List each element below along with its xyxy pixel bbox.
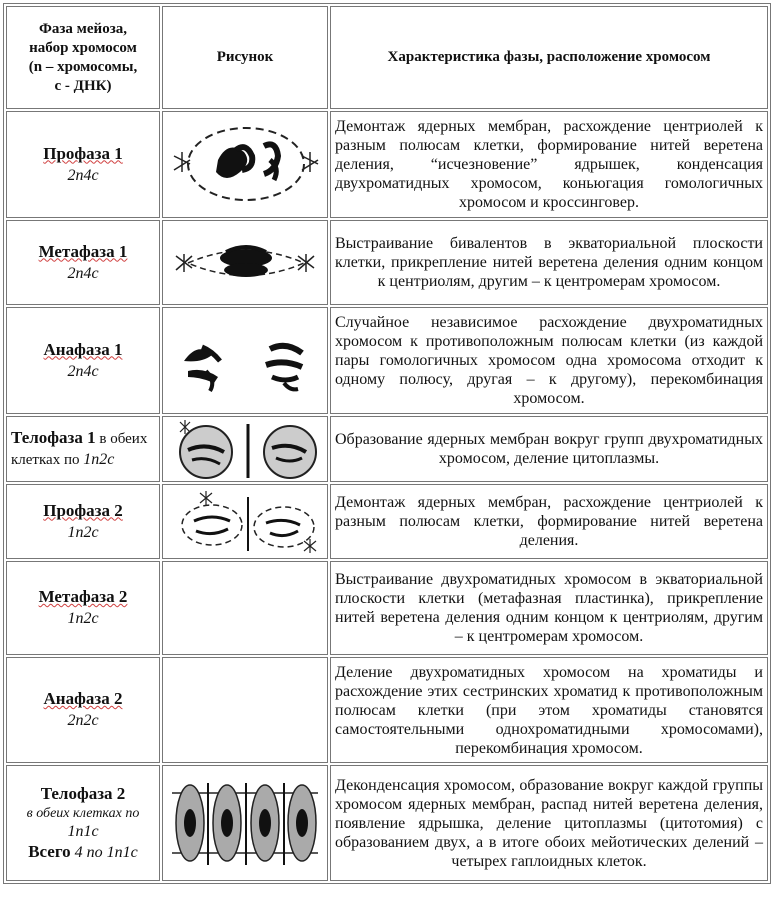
- table-row: [6, 561, 768, 655]
- description-cell: Деконденсация хромосом, образование вокруг каждой группы хромосом ядерных мембран, распад нитей веретена деления, появление ядрышка, деление цитоплазмы (цитотомия) с образованием двух, а в итоге обоих мейотических делений – четырех гаплоидных клеток.: [330, 765, 768, 881]
- header-phase-line: (n – хромосомы,: [28, 58, 138, 75]
- picture-cell: [162, 484, 328, 559]
- table-row: [6, 416, 768, 482]
- phase-name: Профаза 2: [43, 500, 123, 520]
- telophase2-illustration: [166, 775, 324, 871]
- table-row: [6, 307, 768, 414]
- prophase2-illustration: [166, 487, 324, 557]
- header-picture: Рисунок: [162, 6, 328, 109]
- picture-cell: [162, 307, 328, 414]
- header-characteristics: Характеристика фазы, расположение хромосом: [330, 6, 768, 109]
- description-cell: Демонтаж ядерных мембран, расхождение центриолей к разным полюсам клетки, формирование нитей веретена деления.: [330, 484, 768, 559]
- chromosome-formula: 1n2c: [67, 610, 99, 627]
- telophase1-illustration: [166, 418, 324, 480]
- picture-cell: [162, 416, 328, 482]
- description-cell: Образование ядерных мембран вокруг групп двухроматидных хромосом, деление цитоплазмы.: [330, 416, 768, 482]
- metaphase1-illustration: [166, 228, 324, 298]
- phase-suffix: в обеих клетках по: [11, 431, 148, 468]
- description-cell: Демонтаж ядерных мембран, расхождение центриолей к разным полюсам клетки, формирование нитей веретена деления, “исчезновение” ядрышек, конденсация двухроматидных хромосом, коньюгация гомологичных хромосом и кроссинговер.: [330, 111, 768, 218]
- table-row: [6, 484, 768, 559]
- phase-cell: [6, 416, 160, 482]
- phase-name: Метафаза 2: [38, 587, 128, 606]
- phase-name: Телофаза 1: [11, 428, 96, 447]
- picture-cell: [162, 111, 328, 218]
- header-row: [6, 6, 768, 109]
- total-value: 4 по 1n1c: [74, 843, 138, 861]
- description-cell: Деление двухроматидных хромосом на хроматиды и расхождение этих сестринских хроматид к противоположным полюсам клетки (при этом хроматиды становятся самостоятельными однохроматидными хромосомами), перекомбинация хромосом.: [330, 657, 768, 763]
- chromosome-formula: 1n2c: [83, 451, 115, 468]
- header-phase-line: c - ДНК): [54, 77, 112, 94]
- table-row: [6, 657, 768, 763]
- chromosome-formula: 2n4c: [67, 264, 99, 282]
- phase-cell: [6, 657, 160, 763]
- prophase1-illustration: [166, 120, 324, 210]
- picture-cell-empty: [162, 561, 328, 655]
- chromosome-formula: 2n2c: [67, 712, 99, 729]
- phase-cell: [6, 765, 160, 881]
- phase-name: Метафаза 1: [38, 241, 128, 261]
- header-phase: [6, 6, 160, 109]
- picture-cell: [162, 220, 328, 305]
- phase-cell: [6, 561, 160, 655]
- anaphase1-illustration: [166, 321, 324, 401]
- phase-name: Анафаза 1: [43, 339, 123, 359]
- phase-name: Анафаза 2: [43, 689, 123, 708]
- phase-cell: [6, 111, 160, 218]
- phase-name: Профаза 1: [43, 143, 123, 163]
- chromosome-formula: 1n1c: [67, 822, 99, 840]
- phase-note: в обеих клетках по: [26, 805, 140, 821]
- total-line: [11, 841, 155, 864]
- table-row: [6, 220, 768, 305]
- header-phase-line: набор хромосом: [29, 39, 137, 56]
- phase-cell: [6, 307, 160, 414]
- phase-cell: [6, 484, 160, 559]
- picture-cell-empty: [162, 657, 328, 763]
- description-cell: Выстраивание бивалентов в экваториальной плоскости клетки, прикрепление нитей веретена деления одним концом к центриолям, другим – к центромерам хромосом.: [330, 220, 768, 305]
- meiosis-table: [3, 3, 771, 884]
- description-cell: Выстраивание двухроматидных хромосом в экваториальной плоскости клетки (метафазная пластинка), прикрепление нитей веретена деления одним концом к центриолям, другим – к центромерам хромосом.: [330, 561, 768, 655]
- description-cell: Случайное независимое расхождение двухроматидных хромосом к противоположным полюсам клетки (из каждой пары гомологичных хромосом одна хромосома отходит к одному полюсу, другая – к другому), перекомбинация хромосом.: [330, 307, 768, 414]
- chromosome-formula: 2n4c: [67, 362, 99, 380]
- table-row: [6, 111, 768, 218]
- table-row: [6, 765, 768, 881]
- header-phase-line: Фаза мейоза,: [39, 20, 127, 37]
- picture-cell: [162, 765, 328, 881]
- chromosome-formula: 1n2c: [67, 523, 99, 541]
- chromosome-formula: 2n4c: [67, 166, 99, 184]
- phase-name: Телофаза 2: [40, 783, 126, 803]
- total-label: Всего: [28, 841, 71, 861]
- phase-cell: [6, 220, 160, 305]
